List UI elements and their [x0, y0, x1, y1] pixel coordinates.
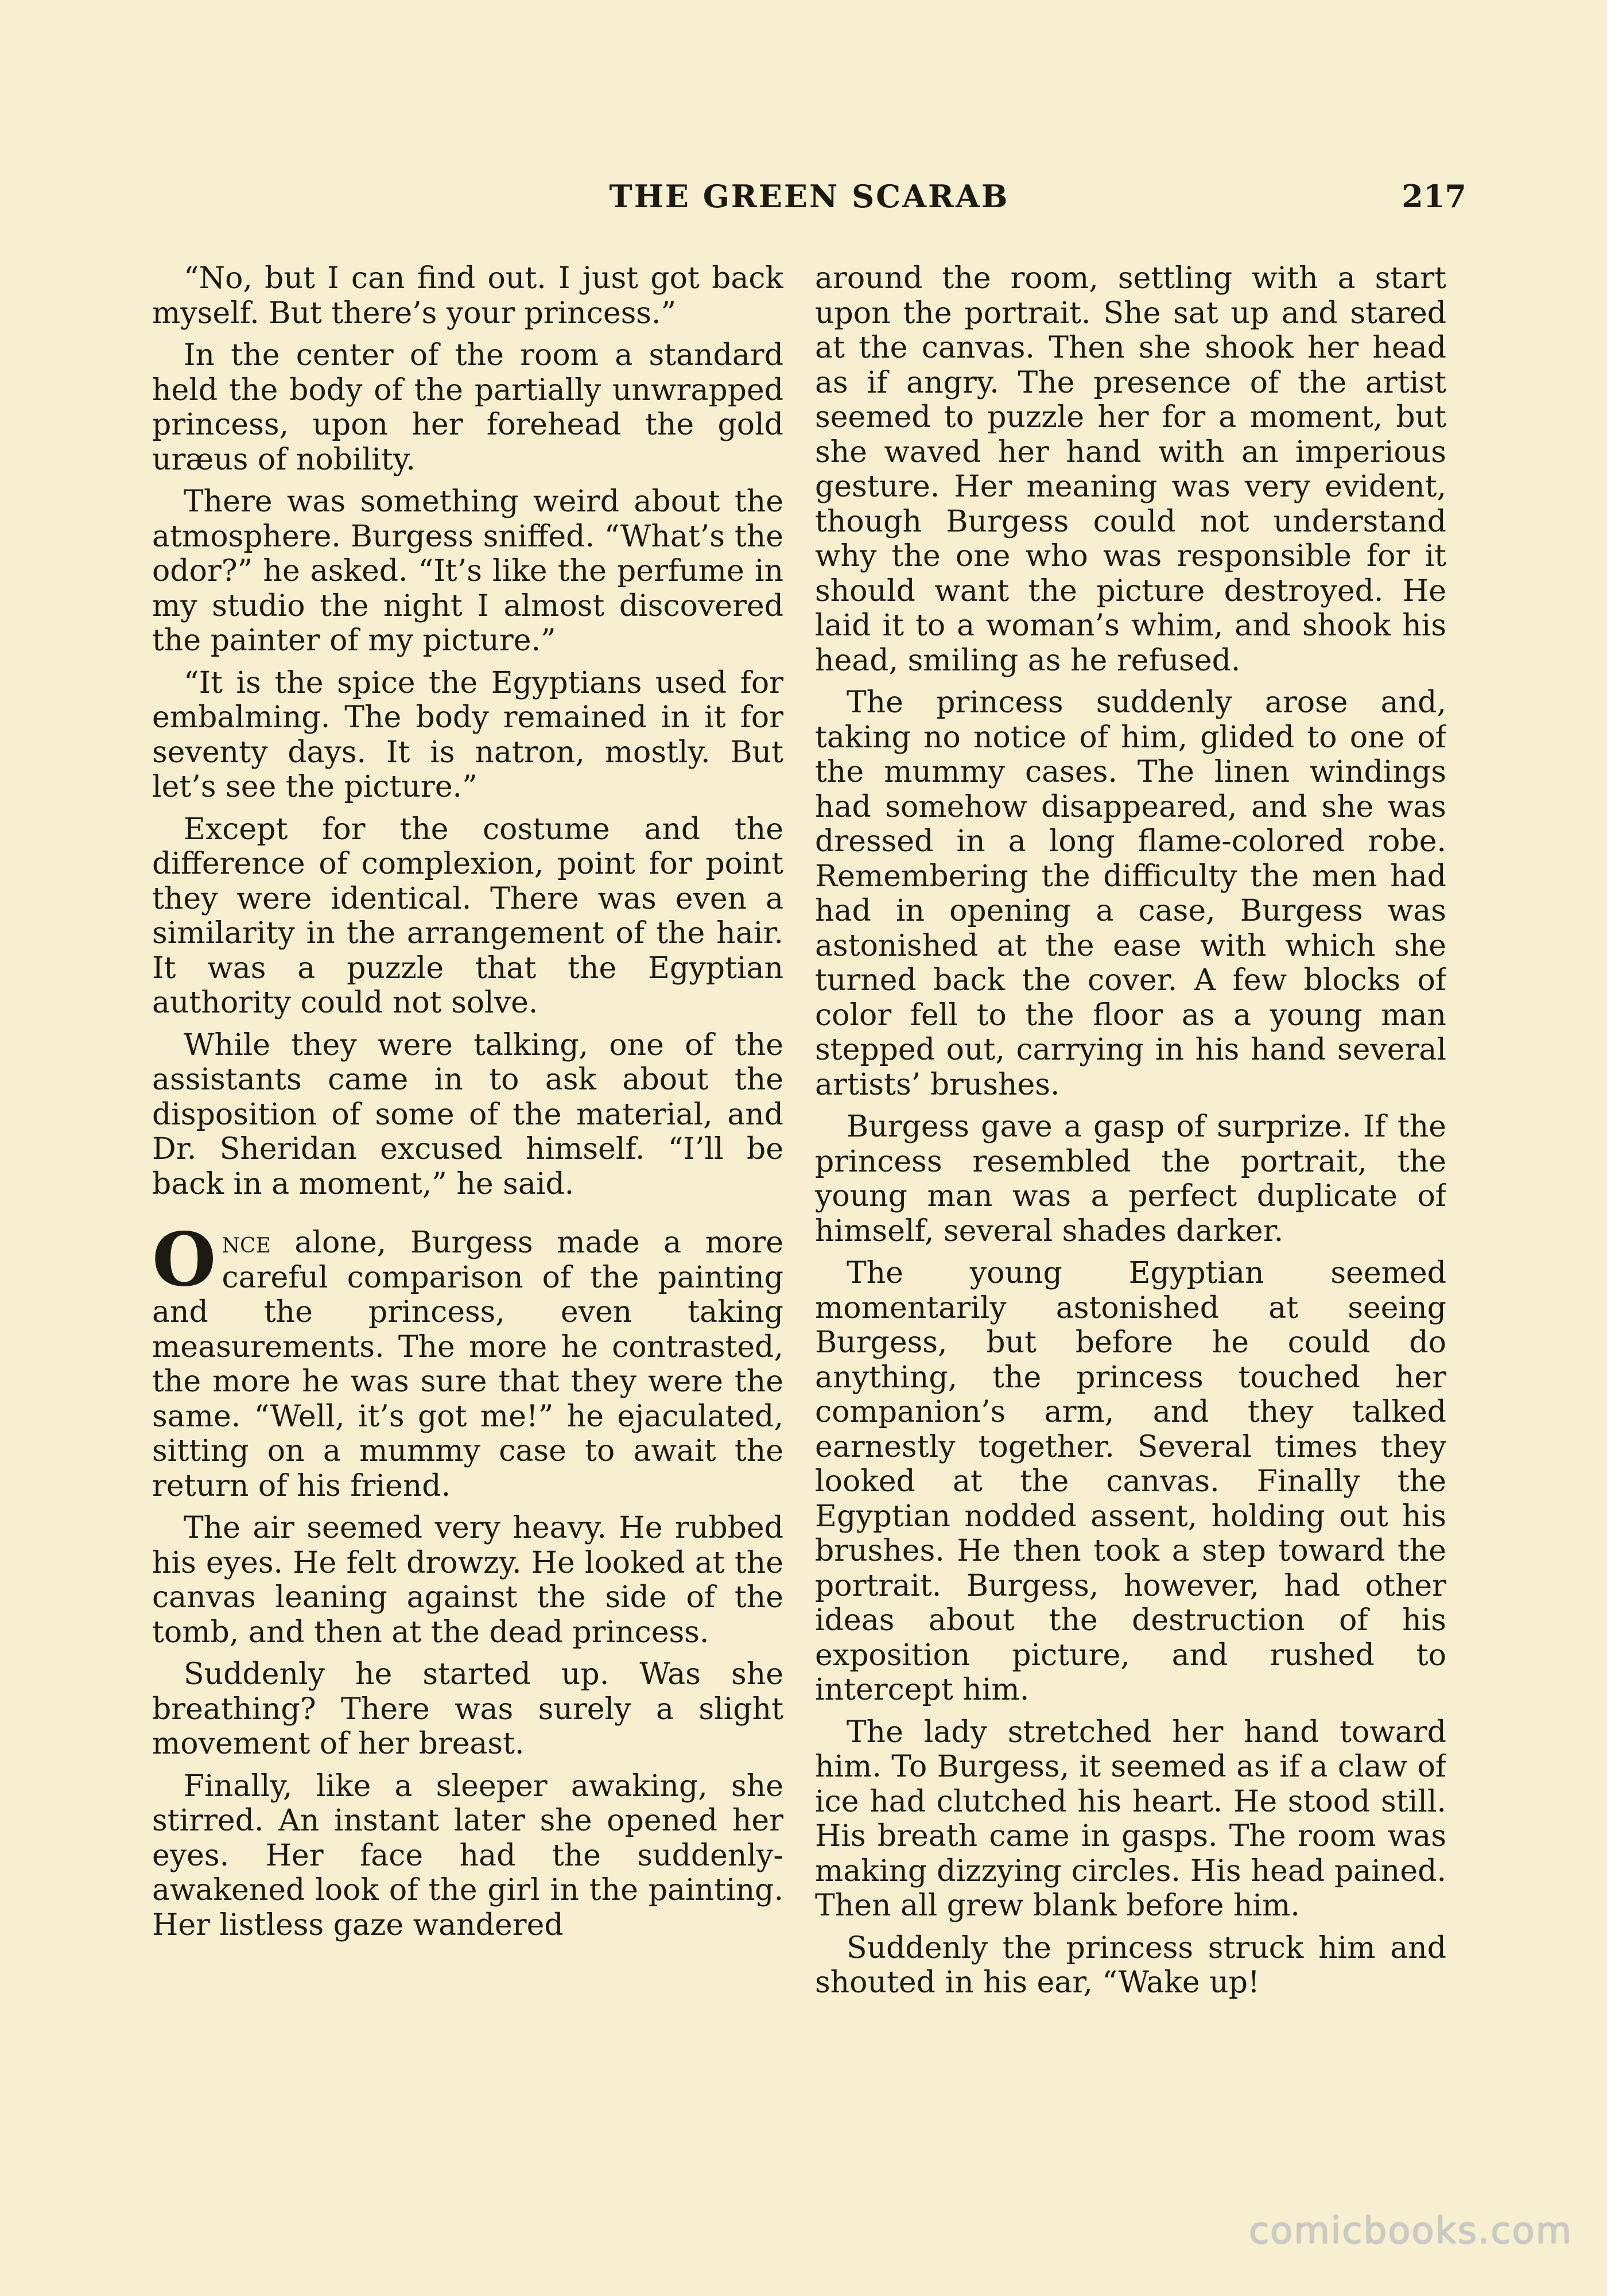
paragraph: The air seemed very heavy. He rubbed his eyes. He felt drowzy. He looked at the canvas leaning against the side of the tomb, and then at the dead princess.: [152, 1511, 783, 1650]
paragraph: Suddenly he started up. Was she breathing? There was surely a slight movement of her breast.: [152, 1657, 783, 1761]
paragraph: Burgess gave a gasp of surprize. If the princess resembled the portrait, the young man was a perfect duplicate of himself, several shades darker.: [815, 1110, 1446, 1248]
paragraph: Suddenly the princess struck him and shouted in his ear, “Wake up!: [815, 1930, 1446, 2000]
page-number: 217: [1402, 178, 1466, 215]
watermark: comicbooks.com: [1248, 2210, 1573, 2252]
left-column: [152, 261, 783, 2132]
paragraph: Finally, like a sleeper awaking, she stirred. An instant later she opened her eyes. Her face had the suddenly-awakened look of the girl in the painting. Her listless gaze wandered: [152, 1768, 783, 1942]
paragraph: Except for the costume and the difference of complexion, point for point they were identical. There was even a similarity in the arrangement of the hair. It was a puzzle that the Egyptian authority could not solve.: [152, 812, 783, 1020]
small-caps-lead: nce: [222, 1225, 271, 1260]
paragraph: “It is the spice the Egyptians used for embalming. The body remained in it for seventy days. It is natron, mostly. But let’s see the picture.”: [152, 665, 783, 804]
section-opening-paragraph: [152, 1217, 783, 1503]
section-opening-text: alone, Burgess made a more careful comparison of the painting and the princess, even taking measurements. The more he contrasted, the more he was sure that they were the same. “Well, it’s got me!” he ejaculated, sitting on a mummy case to await the return of his friend.: [152, 1225, 783, 1503]
paragraph: The princess suddenly arose and, taking no notice of him, glided to one of the mummy cases. The linen windings had somehow disappeared, and she was dressed in a long flame-colored robe. Remembering the difficulty the men had had in opening a case, Burgess was astonished at the ease with which she turned back the cover. A few blocks of color fell to the floor as a young man stepped out, carrying in his hand several artists’ brushes.: [815, 685, 1446, 1102]
page-title: THE GREEN SCARAB: [609, 178, 1010, 215]
paragraph: “No, but I can find out. I just got back myself. But there’s your princess.”: [152, 261, 783, 331]
running-head: [152, 178, 1466, 230]
paragraph: While they were talking, one of the assistants came in to ask about the disposition of some of the material, and Dr. Sheridan excused himself. “I’ll be back in a moment,” he said.: [152, 1027, 783, 1201]
paragraph: The young Egyptian seemed momentarily astonished at seeing Burgess, but before he could do anything, the princess touched her companion’s arm, and they talked earnestly together. Several times they looked at the canvas. Finally the Egyptian nodded assent, holding out his brushes. He then took a step toward the portrait. Burgess, however, had other ideas about the destruction of his exposition picture, and rushed to intercept him.: [815, 1256, 1446, 1707]
paragraph: In the center of the room a standard held the body of the partially unwrapped princess, upon her forehead the gold uræus of nobility.: [152, 338, 783, 477]
paragraph: There was something weird about the atmosphere. Burgess sniffed. “What’s the odor?” he asked. “It’s like the perfume in my studio the night I almost discovered the painter of my picture.”: [152, 484, 783, 658]
right-column: [815, 261, 1446, 2132]
paragraph: The lady stretched her hand toward him. To Burgess, it seemed as if a claw of ice had clutched his heart. He stood still. His breath came in gasps. The room was making dizzying circles. His head pained. Then all grew blank before him.: [815, 1715, 1446, 1923]
drop-cap: O: [152, 1217, 216, 1303]
continued-paragraph: around the room, settling with a start upon the portrait. She sat up and stared at the canvas. Then she shook her head as if angry. The presence of the artist seemed to puzzle her for a moment, but she waved her hand with an imperious gesture. Her meaning was very evident, though Burgess could not understand why the one who was responsible for it should want the picture destroyed. He laid it to a woman’s whim, and shook his head, smiling as he refused.: [815, 261, 1446, 678]
